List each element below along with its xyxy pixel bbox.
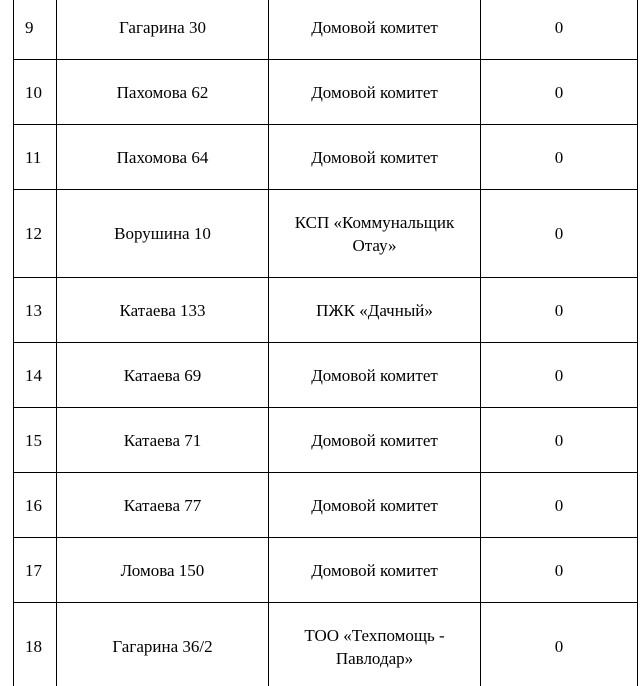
value-cell: 0 — [481, 125, 638, 190]
organization-cell: ТОО «Техпомощь - Павлодар» — [269, 603, 481, 686]
table-row — [14, 343, 638, 408]
row-number: 14 — [14, 343, 57, 408]
row-number: 17 — [14, 538, 57, 603]
value-cell: 0 — [481, 603, 638, 686]
value-cell: 0 — [481, 278, 638, 343]
table-row — [14, 190, 638, 278]
address-cell: Ворушина 10 — [57, 190, 269, 278]
value-cell: 0 — [481, 473, 638, 538]
table-row — [14, 0, 638, 60]
value-cell: 0 — [481, 343, 638, 408]
organization-cell: Домовой комитет — [269, 60, 481, 125]
organization-cell: Домовой комитет — [269, 125, 481, 190]
address-cell: Катаева 77 — [57, 473, 269, 538]
housing-table — [13, 0, 638, 686]
row-number: 12 — [14, 190, 57, 278]
organization-cell: Домовой комитет — [269, 538, 481, 603]
table-row — [14, 278, 638, 343]
organization-cell: Домовой комитет — [269, 473, 481, 538]
value-cell: 0 — [481, 0, 638, 60]
address-cell: Гагарина 36/2 — [57, 603, 269, 686]
organization-cell: Домовой комитет — [269, 408, 481, 473]
address-cell: Гагарина 30 — [57, 0, 269, 60]
row-number: 15 — [14, 408, 57, 473]
table-row — [14, 538, 638, 603]
row-number: 16 — [14, 473, 57, 538]
organization-cell: Домовой комитет — [269, 343, 481, 408]
table-row — [14, 60, 638, 125]
table-row — [14, 408, 638, 473]
organization-cell: Домовой комитет — [269, 0, 481, 60]
row-number: 11 — [14, 125, 57, 190]
table-row — [14, 473, 638, 538]
table-row — [14, 603, 638, 686]
value-cell: 0 — [481, 408, 638, 473]
row-number: 10 — [14, 60, 57, 125]
row-number: 18 — [14, 603, 57, 686]
organization-cell: КСП «Коммунальщик Отау» — [269, 190, 481, 278]
row-number: 9 — [14, 0, 57, 60]
value-cell: 0 — [481, 190, 638, 278]
address-cell: Пахомова 64 — [57, 125, 269, 190]
value-cell: 0 — [481, 538, 638, 603]
organization-cell: ПЖК «Дачный» — [269, 278, 481, 343]
table-row — [14, 125, 638, 190]
address-cell: Пахомова 62 — [57, 60, 269, 125]
row-number: 13 — [14, 278, 57, 343]
address-cell: Катаева 71 — [57, 408, 269, 473]
address-cell: Ломова 150 — [57, 538, 269, 603]
address-cell: Катаева 69 — [57, 343, 269, 408]
value-cell: 0 — [481, 60, 638, 125]
address-cell: Катаева 133 — [57, 278, 269, 343]
